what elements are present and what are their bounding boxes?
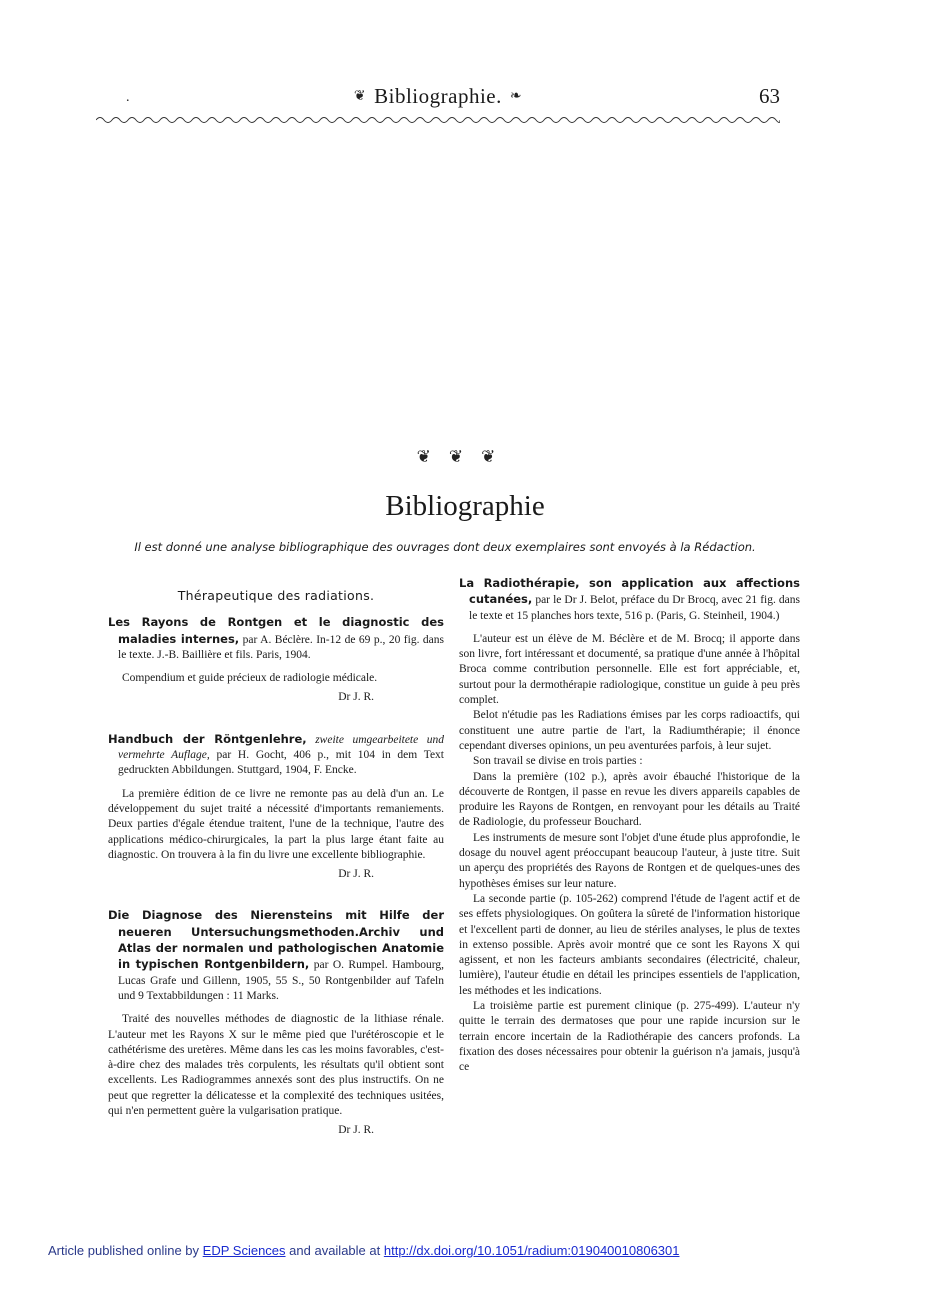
running-title-text: Bibliographie.	[374, 84, 502, 108]
right-ornament-icon: ❧	[509, 89, 523, 104]
entry-body: La première édition de ce livre ne remonte pas au delà d'un an. Le développement du sujet traité a nécessité d'importants remaniements. Deux parties d'égale étendue traitent, l'une de la technique, l'autre des applications médico-chirurgicales, la part la plus large étant faite au diagnostic. On trouvera à la fin du livre une excellente bibliographie.	[108, 787, 444, 861]
bibliography-entry	[108, 615, 444, 705]
entry-title: Handbuch der Röntgenlehre,	[108, 731, 307, 746]
entry-heading	[108, 908, 444, 1004]
fleuron-icon: ❦	[481, 447, 514, 466]
entry-signature: Dr J. R.	[338, 691, 374, 704]
running-title	[96, 84, 780, 109]
entry-body-paragraph: La troisième partie est purement clinique (p. 275-499). L'auteur n'y quitte le terrain des dermatoses que pour une rapide incursion sur le terrain encore incertain de la Radiothérapie des cancers profonds. La fixation des doses nécessaires pour obtenir la guérison n'a jamais, jusqu'à ce	[459, 1000, 800, 1074]
fleuron-ornaments	[0, 447, 930, 467]
entry-heading	[108, 732, 444, 779]
entry-body-paragraph: Son travail se divise en trois parties :	[473, 755, 643, 768]
entry-signature: Dr J. R.	[338, 1124, 374, 1137]
entry-body-paragraph: Les instruments de mesure sont l'objet d'une étude plus approfondie, le dosage du nouvel agent préoccupant beaucoup l'auteur, à juste titre. Suit un aperçu des propriétés des Rayons de Rontgen et de quelques-unes des hypothèses émises sur leur nature.	[459, 831, 800, 890]
entry-signature: Dr J. R.	[338, 868, 374, 881]
bibliography-entry	[459, 576, 800, 1076]
entry-heading	[108, 615, 444, 663]
running-header	[96, 84, 780, 110]
publication-footer	[48, 1243, 679, 1258]
intro-note: Il est donné une analyse bibliographique des ouvrages dont deux exemplaires sont envoyés à la Rédaction.	[134, 540, 756, 554]
doi-link[interactable]: http://dx.doi.org/10.1051/radium:019040010806301	[383, 1243, 680, 1258]
entry-body-paragraph: Belot n'étudie pas les Radiations émises par les corps radioactifs, qui constituent une autre partie de l'art, la Radiumthérapie; il énonce cependant diverses opinions, un peu aventurées parfois, à leur sujet.	[459, 709, 800, 752]
entry-body: Traité des nouvelles méthodes de diagnostic de la lithiase rénale. L'auteur met les Rayons X sur le même pied que l'urétéroscopie et le cathétérisme des uretères. Même dans les cas les moins favorables, c'est-à-dire chez des malades très corpulents, les résultats qu'il obtient sont excellents. Les Radiogrammes annexés sont des plus instructifs. On ne peut que regretter la délicatesse et la complexité des techniques usitées, qui n'en permettent guère la vulgarisation pratique.	[108, 1013, 444, 1118]
publisher-link[interactable]: EDP Sciences	[202, 1243, 286, 1258]
bibliography-entry	[108, 908, 444, 1138]
entry-body-paragraph: L'auteur est un élève de M. Béclère et de M. Brocq; il apporte dans son livre, fort intéressant et documenté, sa pratique d'une année à l'hôpital Broca comme contribution personnelle. Elle est fort appréciable, et, surtout pour la dermothérapie radiologique, constitue un guide à peu près complet.	[459, 632, 800, 707]
entry-heading	[459, 576, 800, 624]
decorative-wave-rule	[96, 115, 780, 125]
stray-dot: .	[126, 90, 130, 105]
entry-citation: par A. Béclère. In-12 de 69 p., 20 fig. dans le texte. J.-B. Baillière et fils. Paris, 1904.	[118, 633, 444, 661]
entry-title: Die Diagnose des Nierensteins mit Hilfe der neueren Untersuchungsmethoden.Archiv und Atlas der normalen und pathologischen Anatomie in typischen Rontgenbildern,	[108, 908, 444, 972]
entry-body: Compendium et guide précieux de radiologie médicale.	[122, 672, 378, 685]
fleuron-icon: ❦	[416, 447, 449, 466]
entry-citation: par le Dr J. Belot, préface du Dr Brocq, avec 21 fig. dans le texte et 15 planches hors texte, 516 p. (Paris, G. Steinheil, 1904.)	[469, 594, 800, 622]
right-column	[459, 576, 800, 1080]
page-number: 63	[759, 84, 780, 108]
footer-middle: and available at	[289, 1243, 381, 1258]
entry-body-paragraph: La seconde partie (p. 105-262) comprend l'étude de l'agent actif et de ses effets physiologiques. On goûtera la sûreté de l'information historique et l'excellent parti de donner, au lieu de stériles analyses, le plus de textes in extenso possible. Après avoir montré que ce sont les Rayons X qui agissent, et non les facteurs ambiants secondaires (électricité, chaleur, lumière), l'auteur étudie en détail les principes essentiels de l'application, les méthodes et les indications.	[459, 892, 800, 997]
entry-subtitle: zweite umgearbeitete und vermehrte Auflage,	[118, 733, 445, 762]
section-heading: Thérapeutique des radiations.	[177, 588, 375, 603]
footer-prefix: Article published online by	[48, 1243, 200, 1258]
bibliography-entry	[108, 732, 444, 883]
page-title: Bibliographie	[385, 490, 545, 522]
left-ornament-icon: ❦	[353, 89, 367, 104]
entry-citation: par H. Gocht, 406 p., mit 104 in dem Text gedruckten Abbildungen. Stuttgard, 1904, F. Encke.	[118, 749, 444, 777]
left-column	[108, 576, 444, 1165]
entry-citation: par O. Rumpel. Hambourg, Lucas Grafe und Gillenn, 1905, 55 S., 50 Rontgenbilder auf Tafeln und 9 Textabbildungen : 11 Marks.	[118, 959, 444, 1002]
fleuron-icon: ❦	[448, 447, 482, 466]
entry-title: La Radiothérapie, son application aux affections cutanées,	[459, 576, 800, 607]
entry-title: Les Rayons de Rontgen et le diagnostic des maladies internes,	[108, 615, 444, 646]
entry-body-paragraph: Dans la première (102 p.), après avoir ébauché l'historique de la découverte de Rontgen, il passe en revue les divers appareils capables de produire les Rayons de Rontgen, en renvoyant pour les détails au Traité de Radiologie, du professeur Bouchard.	[459, 770, 800, 829]
